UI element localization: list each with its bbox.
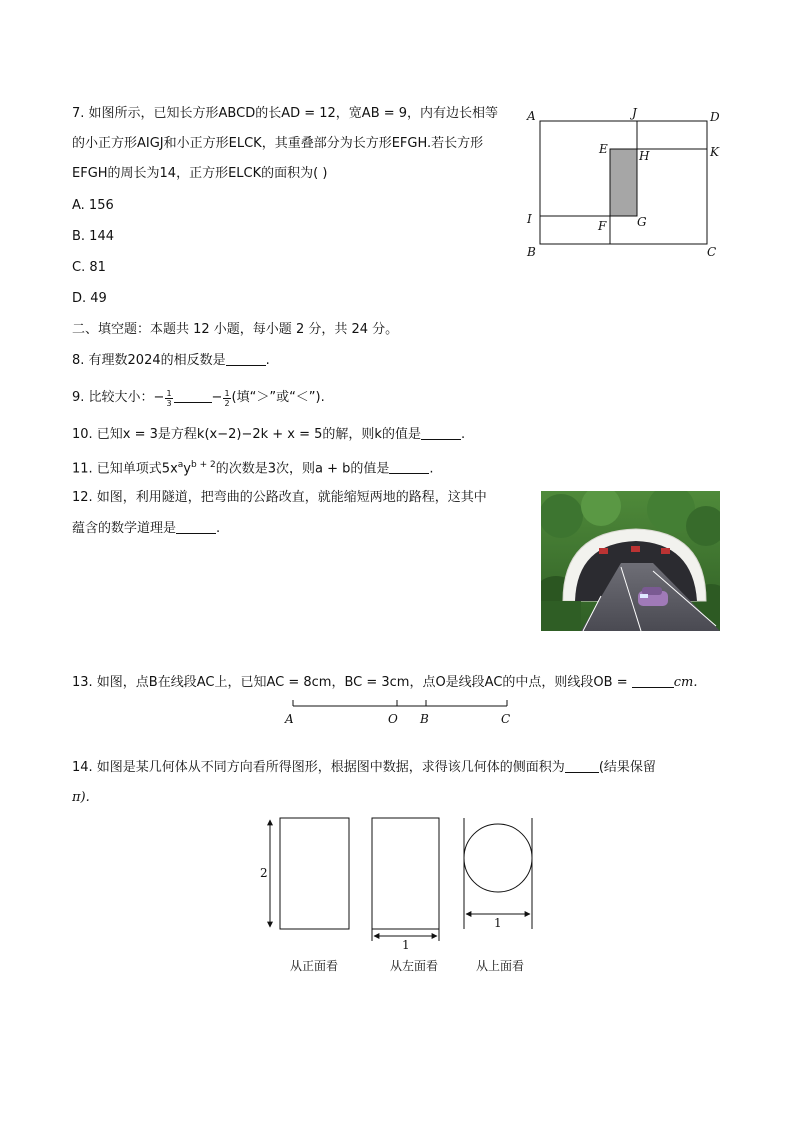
q10-line bbox=[72, 425, 465, 445]
q13-answer-blank bbox=[632, 673, 674, 688]
q10-period: . bbox=[460, 427, 466, 442]
q14-line2: π). bbox=[72, 790, 90, 805]
label-h: H bbox=[639, 149, 650, 163]
q9-line bbox=[72, 388, 325, 408]
q9-f1-denominator: 3 bbox=[166, 399, 172, 408]
q13-text: 13. 如图，点B在线段AC上，已知AC = 8cm，BC = 3cm，点O是线段AC的中点，则线段OB = bbox=[72, 675, 628, 690]
q14-note: (结果保留 bbox=[598, 760, 656, 775]
section-heading: 二、填空题：本题共 12 小题，每小题 2 分，共 24 分。 bbox=[72, 322, 399, 337]
q13-unit: cm. bbox=[673, 675, 698, 690]
q7-line2: 的小正方形AIGJ和小正方形ELCK，其重叠部分为长方形EFGH.若长方形 bbox=[72, 136, 484, 151]
caption-front: 从正面看 bbox=[290, 959, 339, 973]
q9-instruction: (填“＞”或“＜”). bbox=[231, 390, 325, 405]
label-j: J bbox=[632, 106, 637, 120]
front-view-rect bbox=[280, 818, 349, 929]
q9-fraction-2 bbox=[223, 389, 230, 408]
q11-answer-blank bbox=[389, 459, 429, 474]
label-e: E bbox=[599, 142, 608, 156]
label-k: K bbox=[710, 145, 719, 159]
q14-three-views bbox=[250, 810, 550, 980]
q7-option-b: B. 144 bbox=[72, 229, 114, 244]
q8-text: 8. 有理数2024的相反数是 bbox=[72, 353, 226, 368]
q8-period: . bbox=[265, 353, 270, 368]
q7-option-c: C. 81 bbox=[72, 260, 106, 275]
label-a: A bbox=[527, 109, 536, 123]
point-c-label: C bbox=[501, 712, 511, 726]
label-d: D bbox=[710, 110, 720, 124]
q14-line1 bbox=[72, 758, 656, 778]
point-a-label: A bbox=[285, 712, 294, 726]
q14-text: 14. 如图是某几何体从不同方向看所得图形，根据图中数据，求得该几何体的侧面积为 bbox=[72, 760, 565, 775]
q12-period: . bbox=[216, 521, 221, 536]
left-width-label: 1 bbox=[402, 938, 410, 952]
q9-minus: − bbox=[211, 390, 223, 405]
q8-line bbox=[72, 351, 270, 371]
height-dimension-label: 2 bbox=[260, 866, 268, 880]
q14-answer-blank bbox=[565, 758, 599, 773]
label-b: B bbox=[527, 245, 536, 259]
q12-line2 bbox=[72, 519, 220, 539]
q12-text: 蕴含的数学道理是 bbox=[72, 521, 177, 536]
tunnel-photo bbox=[541, 491, 720, 631]
label-i: I bbox=[527, 212, 532, 226]
q9-answer-blank bbox=[174, 388, 212, 403]
q13-segment-figure bbox=[280, 696, 520, 728]
q7-line3: EFGH的周长为14，正方形ELCK的面积为( ) bbox=[72, 166, 328, 181]
q7-option-d: D. 49 bbox=[72, 291, 107, 306]
top-view-circle bbox=[464, 824, 532, 892]
q9-f1-numerator: 1 bbox=[166, 389, 172, 398]
q7-line1: 7. 如图所示，已知长方形ABCD的长AD = 12，宽AB = 9，内有边长相等 bbox=[72, 106, 499, 121]
q7-rectangle-figure bbox=[520, 104, 730, 264]
q7-option-a: A. 156 bbox=[72, 198, 114, 213]
q11-text-pre: 11. 已知单项式5x bbox=[72, 461, 178, 477]
q11-period: . bbox=[429, 461, 434, 477]
q11-line bbox=[72, 455, 434, 479]
q12-answer-blank bbox=[176, 519, 216, 534]
overlap-efgh bbox=[610, 149, 637, 216]
label-c: C bbox=[707, 245, 717, 259]
q11-y: y bbox=[183, 461, 191, 477]
q11-sup-a: a bbox=[177, 460, 184, 470]
caption-left: 从左面看 bbox=[390, 959, 439, 973]
q9-f2-denominator: 2 bbox=[224, 399, 230, 408]
q10-text: 10. 已知x = 3是方程k(x−2)−2k + x = 5的解，则k的值是 bbox=[72, 427, 421, 442]
left-view-rect bbox=[372, 818, 439, 929]
q11-sup-b: b + 2 bbox=[191, 460, 216, 470]
q13-line bbox=[72, 673, 698, 693]
q9-fraction-1 bbox=[165, 389, 172, 408]
q8-answer-blank bbox=[226, 351, 266, 366]
top-width-label: 1 bbox=[494, 916, 502, 930]
q12-line1: 12. 如图，利用隧道，把弯曲的公路改直，就能缩短两地的路程，这其中 bbox=[72, 490, 487, 505]
q11-text-post: 的次数是3次，则a + b的值是 bbox=[215, 461, 390, 477]
q9-f2-numerator: 1 bbox=[224, 389, 230, 398]
q10-answer-blank bbox=[421, 425, 461, 440]
label-f: F bbox=[598, 219, 607, 233]
point-b-label: B bbox=[420, 712, 429, 726]
label-g: G bbox=[637, 215, 647, 229]
q9-text: 9. 比较大小：− bbox=[72, 390, 165, 405]
point-o-label: O bbox=[388, 712, 398, 726]
caption-top: 从上面看 bbox=[476, 959, 525, 973]
